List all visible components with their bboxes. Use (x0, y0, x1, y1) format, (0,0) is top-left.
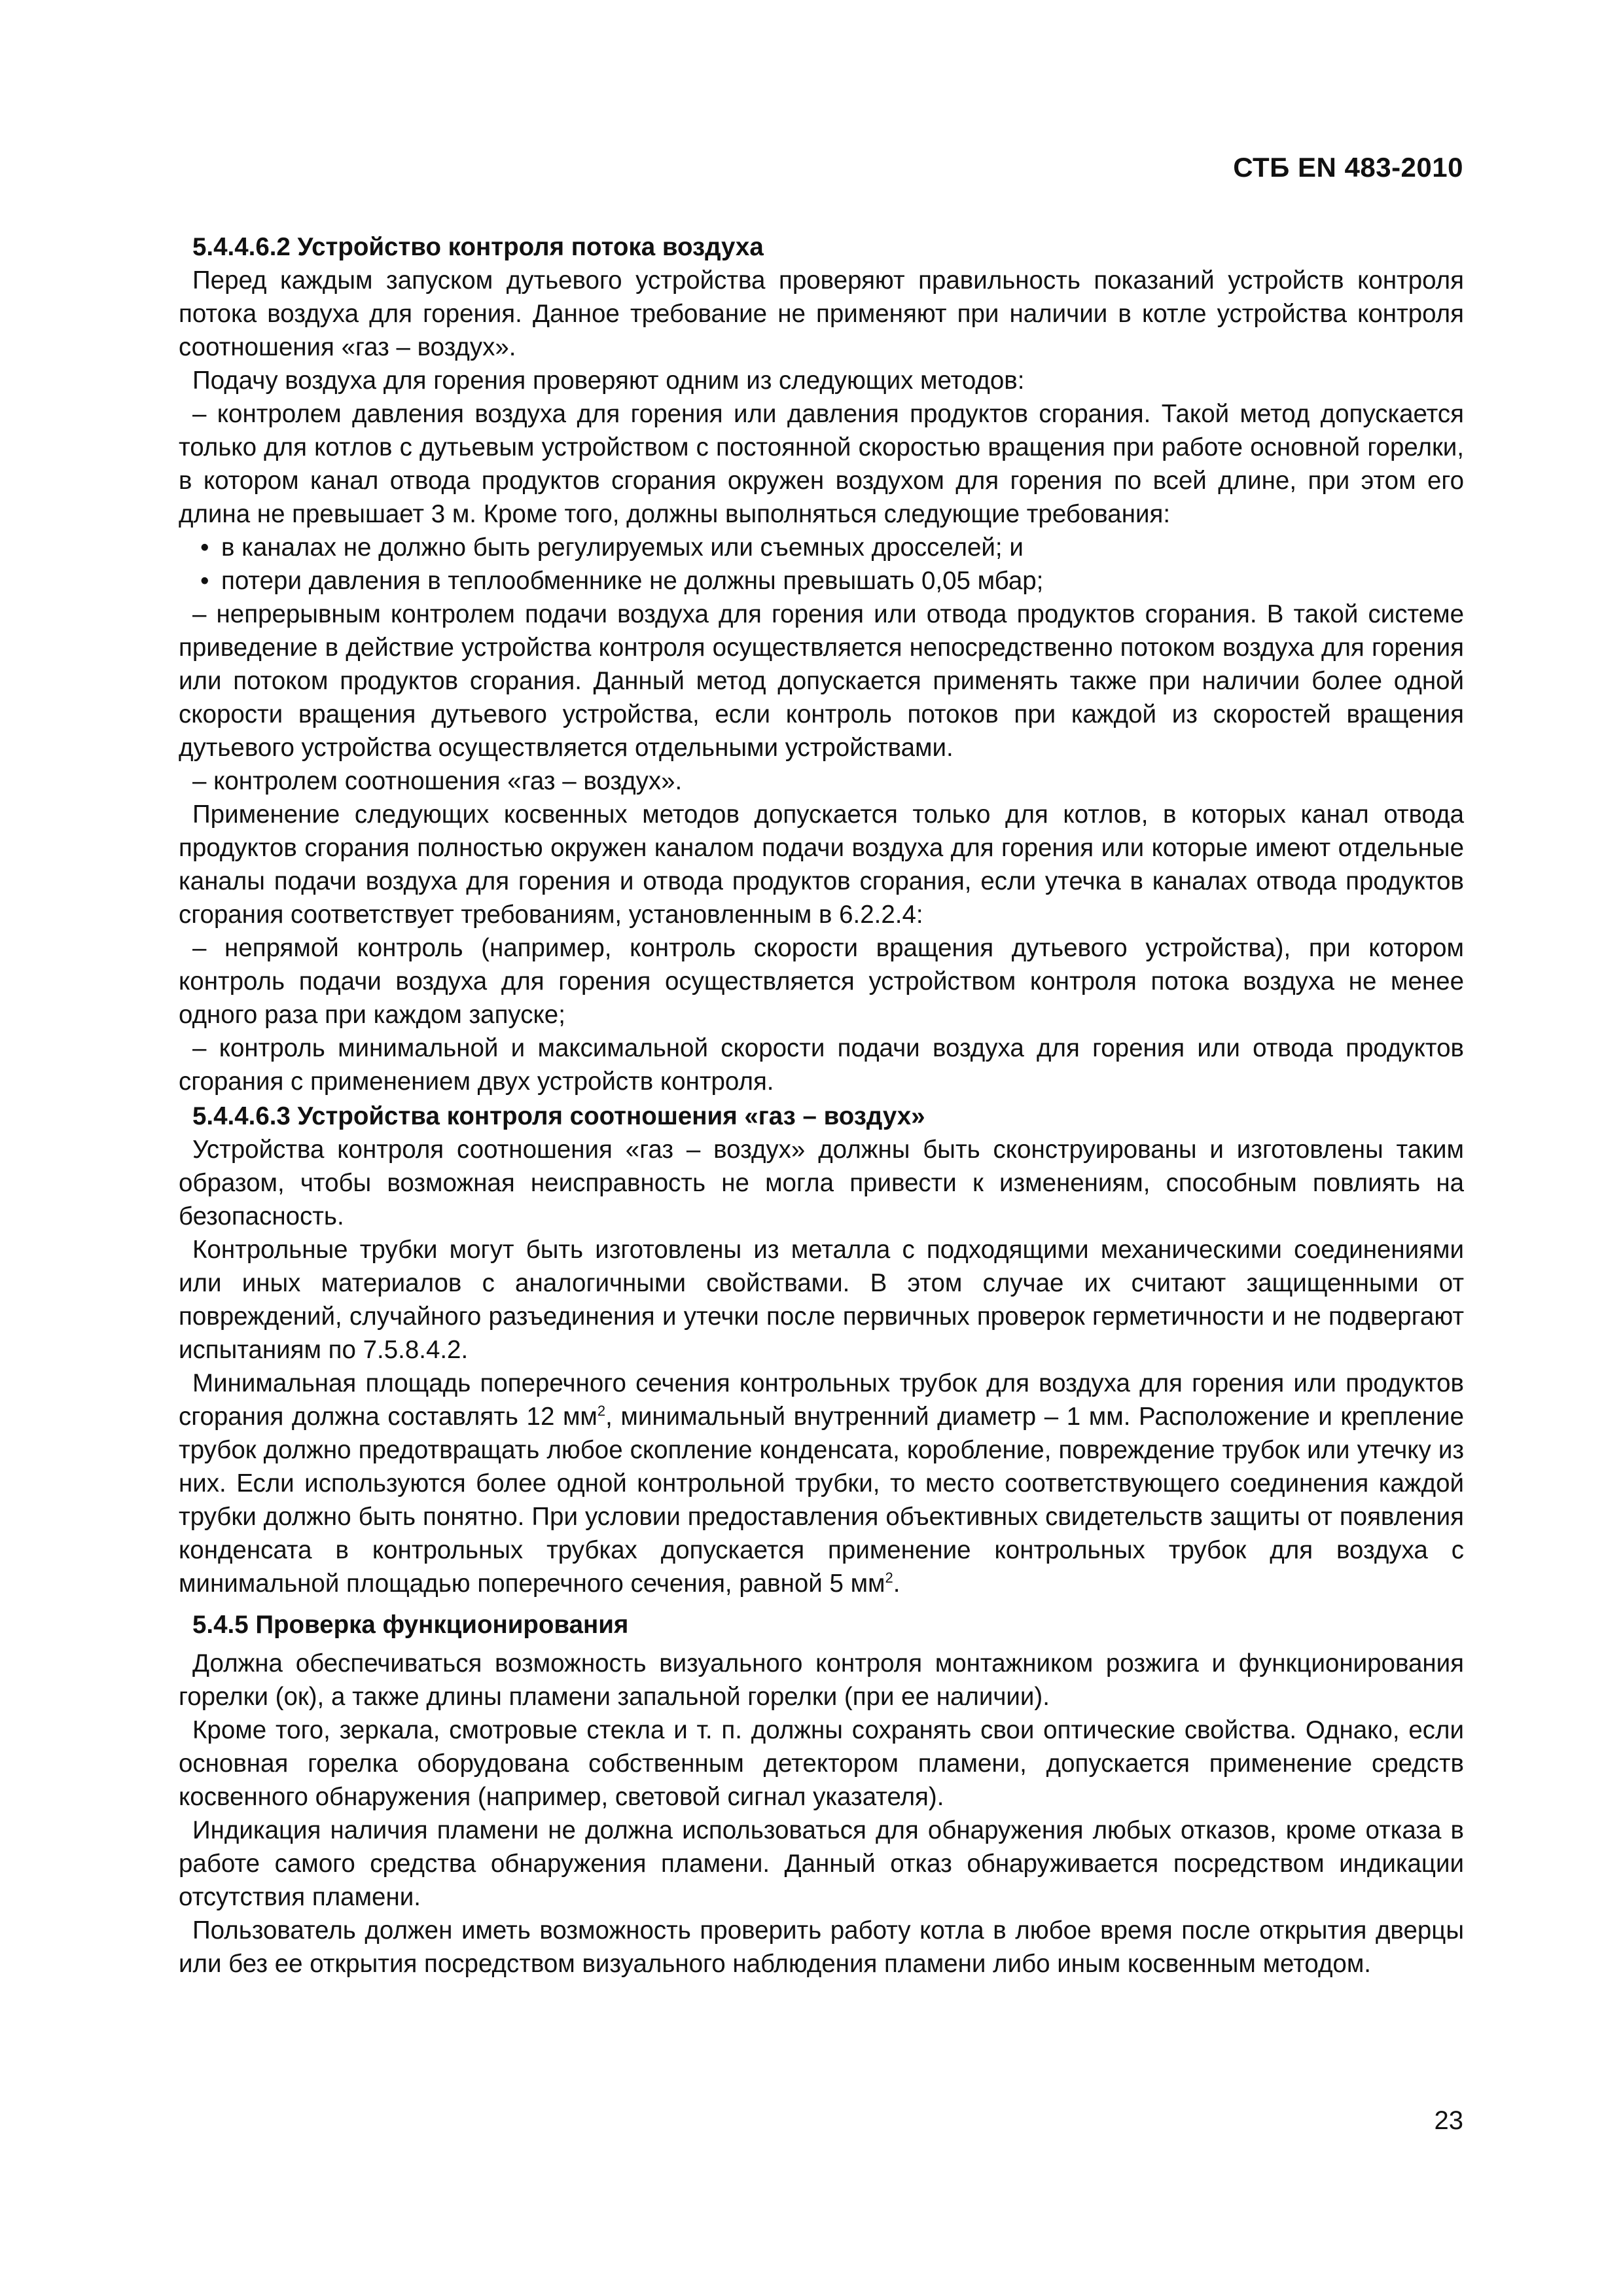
document-code: СТБ EN 483-2010 (1233, 152, 1463, 183)
paragraph (179, 1367, 1464, 1600)
paragraph-text: . (893, 1570, 901, 1598)
paragraph: Должна обеспечиваться возможность визуального контроля монтажником розжига и функционирования горелки (ок), а также длины пламени запальной горелки (при ее наличии). (179, 1649, 1464, 1711)
paragraph-text: Минимальная площадь поперечного сечения контрольных трубок для воздуха для горения или продуктов сгорания должна составлять 12 мм (179, 1369, 1464, 1431)
paragraph: – контролем давления воздуха для горения или давления продуктов сгорания. Такой метод допускается только для котлов с дутьевым устройством с постоянной скоростью вращения при работе основной горелки, в котором канал отвода продуктов сгорания окружен воздухом для горения по всей длине, при этом его длина не превышает 3 м. Кроме того, должны выполняться следующие требования: (179, 400, 1464, 528)
bullet-icon: • (200, 533, 209, 562)
document-body (179, 229, 1464, 1981)
paragraph: – непрерывным контролем подачи воздуха для горения или отвода продуктов сгорания. В такой системе приведение в действие устройства контроля осуществляется непосредственно потоком воздуха для горения или потоком продуктов сгорания. Данный метод допускается применять также при наличии более одной скорости вращения дутьевого устройства, если контроль потоков при каждой из скоростей вращения дутьевого устройства осуществляется отдельными устройствами. (179, 600, 1464, 762)
page-number: 23 (1434, 2106, 1463, 2135)
paragraph: Перед каждым запуском дутьевого устройства проверяют правильность показаний устройств контроля потока воздуха для горения. Данное требование не применяют при наличии в котле устройства контроля соотношения «газ – воздух». (179, 266, 1464, 361)
paragraph: Кроме того, зеркала, смотровые стекла и т. п. должны сохранять свои оптические свойства. Однако, если основная горелка оборудована собственным детектором пламени, допускается применение средств косвенного обнаружения (например, световой сигнал указателя). (179, 1716, 1464, 1811)
paragraph-text: , минимальный внутренний диаметр – 1 мм. Расположение и крепление трубок должно предотвращать любое скопление конденсата, коробление, повреждение трубок или утечку из них. Если используются более одной контрольной трубки, то место соответствующего соединения каждой трубки должно быть понятно. При условии предоставления объективных свидетельств защиты от появления конденсата в контрольных трубках допускается применение контрольных трубок для воздуха с минимальной площадью поперечного сечения, равной 5 мм (179, 1403, 1464, 1598)
superscript: 2 (597, 1403, 606, 1420)
paragraph: Пользователь должен иметь возможность проверить работу котла в любое время после открытия дверцы или без ее открытия посредством визуального наблюдения пламени либо иным косвенным методом. (179, 1916, 1464, 1978)
paragraph: Устройства контроля соотношения «газ – воздух» должны быть сконструированы и изготовлены таким образом, чтобы возможная неисправность не могла привести к изменениям, способным повлиять на безопасность. (179, 1136, 1464, 1230)
paragraph: Индикация наличия пламени не должна использоваться для обнаружения любых отказов, кроме отказа в работе самого средства обнаружения пламени. Данный отказ обнаруживается посредством индикации отсутствия пламени. (179, 1816, 1464, 1911)
bullet-text: потери давления в теплообменнике не должны превышать 0,05 мбар; (221, 567, 1044, 595)
section-heading-5-4-5: 5.4.5 Проверка функционирования (192, 1611, 629, 1639)
paragraph: – непрямой контроль (например, контроль скорости вращения дутьевого устройства), при котором контроль подачи воздуха для горения осуществляется устройством контроля потока воздуха не менее одного раза при каждом запуске; (179, 934, 1464, 1029)
superscript: 2 (885, 1570, 893, 1587)
section-heading-5-4-4-6-3: 5.4.4.6.3 Устройства контроля соотношения «газ – воздух» (192, 1102, 925, 1130)
paragraph: – контролем соотношения «газ – воздух». (192, 767, 683, 795)
bullet-icon: • (200, 567, 209, 595)
paragraph: Контрольные трубки могут быть изготовлены из металла с подходящими механическими соединениями или иных материалов с аналогичными свойствами. В этом случае их считают защищенными от повреждений, случайного разъединения и утечки после первичных проверок герметичности и не подвергают испытаниям по 7.5.8.4.2. (179, 1236, 1464, 1364)
section-heading-5-4-4-6-2: 5.4.4.6.2 Устройство контроля потока воздуха (192, 233, 764, 261)
paragraph: Применение следующих косвенных методов допускается только для котлов, в которых канал отвода продуктов сгорания полностью окружен каналом подачи воздуха для горения или которые имеют отдельные каналы подачи воздуха для горения и отвода продуктов сгорания, если утечка в каналах отвода продуктов сгорания соответствует требованиям, установленным в 6.2.2.4: (179, 800, 1464, 929)
paragraph: Подачу воздуха для горения проверяют одним из следующих методов: (192, 367, 1025, 395)
bullet-item (179, 531, 1464, 564)
bullet-item (179, 564, 1464, 598)
paragraph: – контроль минимальной и максимальной скорости подачи воздуха для горения или отвода продуктов сгорания с применением двух устройств контроля. (179, 1034, 1464, 1096)
bullet-text: в каналах не должно быть регулируемых или съемных дросселей; и (221, 533, 1024, 562)
